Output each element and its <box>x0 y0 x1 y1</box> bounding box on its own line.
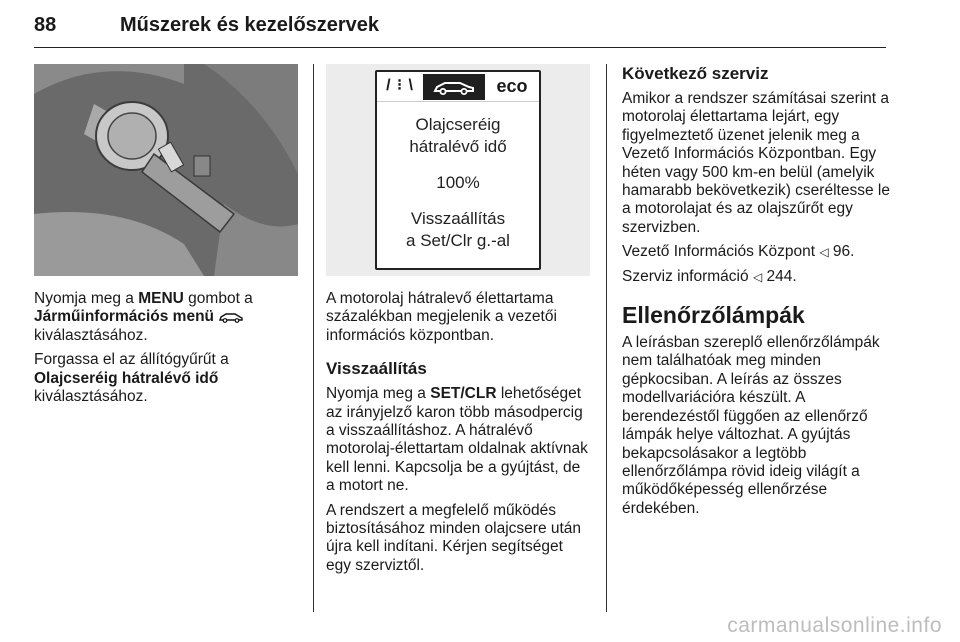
page-number: 88 <box>34 14 57 36</box>
set-clr-label: SET/CLR <box>430 385 497 403</box>
column-middle <box>326 64 592 581</box>
display-line: Visszaállítás <box>410 209 506 228</box>
steering-lever-photo <box>34 64 298 276</box>
column-left <box>34 64 300 412</box>
lever-illustration <box>34 64 298 276</box>
paragraph: A rendszert a megfelelő működés biztosításához minden olajcsere után újra kell indítani. Kérjen segítséget egy szerviztől. <box>326 501 582 574</box>
page-header <box>34 8 886 48</box>
column-divider <box>313 64 314 612</box>
display-line: Olajcseréig <box>415 115 501 134</box>
vehicle-info-menu-label: Járműinformációs menü <box>34 308 215 326</box>
menu-button-label: MENU <box>138 290 184 307</box>
paragraph: Amikor a rendszer számításai szerint a motorolaj élettartama lejárt, egy figyelmeztető üzenet jelenik meg a Vezető Információs Központban. Egy héten vagy 500 km-en belül (amelyik hamarabb bekövetkezik) cseréltesse le a motorolajat és az olajszűrőt egy szervizben. <box>622 90 890 236</box>
column-divider <box>606 64 607 612</box>
section-heading-next-service: Következő szerviz <box>622 64 769 83</box>
road-icon: / ⁝ \ <box>386 77 414 95</box>
car-icon <box>423 74 485 100</box>
display-line: a Set/Clr g.-al <box>406 231 510 250</box>
display-line: hátralévő idő <box>409 137 507 156</box>
section-heading-warning-lamps: Ellenőrzőlámpák <box>622 302 805 329</box>
reference-arrow-icon: ◁ <box>819 245 829 260</box>
text: gombot a <box>183 290 253 307</box>
text: kiválasztásához. <box>34 326 148 344</box>
reference-arrow-icon: ◁ <box>752 269 763 284</box>
oil-life-percent: 100% <box>436 173 480 192</box>
car-icon <box>218 311 244 323</box>
text: Forgassa el az állítógyűrűt a <box>34 351 229 369</box>
cross-reference[interactable]: Szerviz információ ◁ 244. <box>622 267 797 285</box>
eco-indicator: eco <box>496 76 528 97</box>
paragraph: A motorolaj hátralevő élettartama százalékban megjelenik a vezetői információs központban. <box>326 290 557 344</box>
paragraph: Nyomja meg a SET/CLR lehetőséget az irányjelző karon több másodpercig a visszaállításhoz. A hátralévő motorolaj-élettartam oldalnak aktívnak kell lenni. Kapcsolja be a gyújtást, de a motort ne. <box>326 385 588 495</box>
watermark: carmanualsonline.info <box>727 614 942 637</box>
dic-display <box>375 70 541 270</box>
text: Nyomja meg a <box>34 290 139 307</box>
display-illustration <box>326 64 590 276</box>
text: kiválasztásához. <box>34 388 148 406</box>
column-right <box>622 64 890 524</box>
cross-reference[interactable]: Vezető Információs Központ ◁ 96. <box>622 243 855 261</box>
oil-life-label: Olajcseréig hátralévő idő <box>34 369 219 387</box>
section-heading-reset: Visszaállítás <box>326 359 427 379</box>
running-title: Műszerek és kezelőszervek <box>120 14 380 36</box>
display-status-bar <box>377 72 539 102</box>
paragraph: A leírásban szereplő ellenőrzőlámpák nem találhatóak meg minden gépkocsiban. A leírás az összes modellvariációra készült. A berendezéstől függően az ellenőrző lámpák helye változhat. A gyújtás bekapcsolásakor a legtöbb ellenőrzőlámpa rövid ideig világít a működőképesség ellenőrzése érdekében. <box>622 334 880 517</box>
